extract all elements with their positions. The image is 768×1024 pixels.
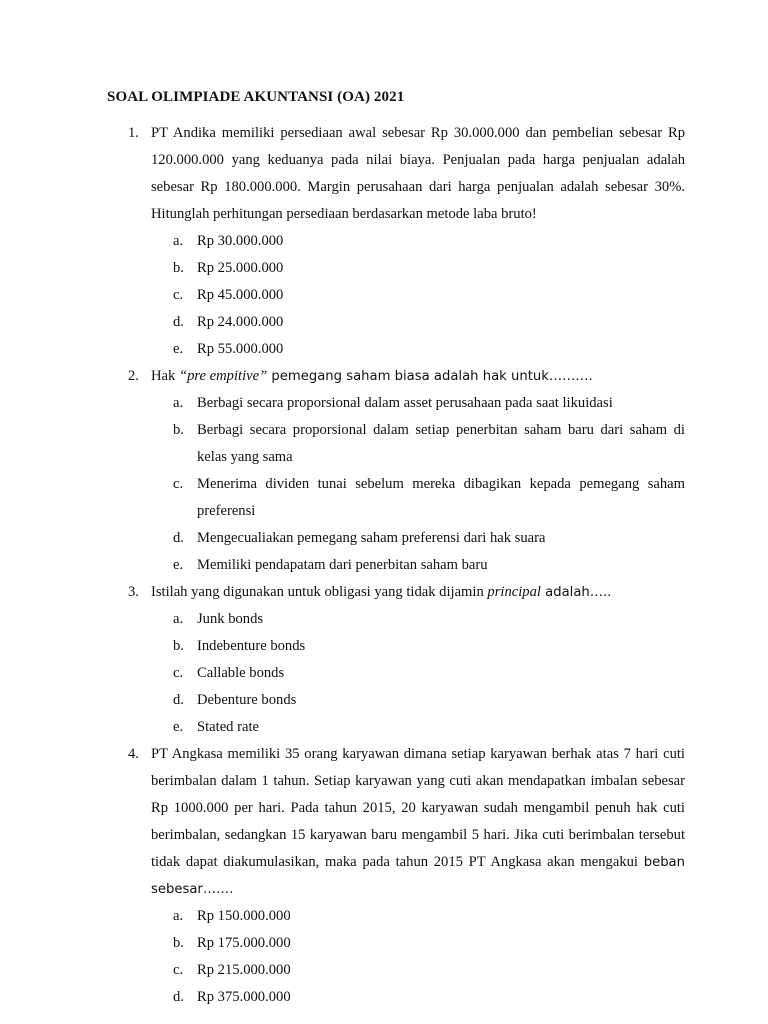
option-letter: b.: [173, 638, 184, 654]
question-term-italic: “pre empitive”: [178, 368, 268, 384]
question-number: 4.: [128, 746, 139, 762]
option-item: [151, 228, 685, 255]
question-3: [0, 579, 685, 741]
question-text-start: Istilah yang digunakan untuk obligasi yang tidak dijamin: [151, 584, 488, 600]
option-text: Memiliki pendapatam dari penerbitan saham baru: [197, 557, 488, 573]
option-text: Rp 215.000.000: [197, 962, 291, 978]
option-text: Menerima dividen tunai sebelum mereka dibagikan kepada pemegang saham preferensi: [197, 476, 685, 519]
option-item: [151, 282, 685, 309]
question-4: [0, 741, 685, 1011]
option-text: Stated rate: [197, 719, 259, 735]
option-text: Debenture bonds: [197, 692, 297, 708]
question-text-end: pemegang saham biasa adalah hak untuk……….: [267, 369, 593, 384]
option-letter: d.: [173, 314, 184, 330]
question-list: [0, 120, 768, 1011]
question-number: 2.: [128, 368, 139, 384]
option-letter: a.: [173, 233, 184, 249]
option-text: Indebenture bonds: [197, 638, 306, 654]
question-text-start: PT Angkasa memiliki 35 orang karyawan dimana setiap karyawan berhak atas 7 hari cuti berimbalan dalam 1 tahun. Setiap karyawan yang cuti akan mendapatkan imbalan sebesar Rp 1000.000 per hari. Pada tahun 2015, 20 karyawan sudah mengambil penuh hak cuti berimbalan, sedangkan 15 karyawan baru mengambil 5 hari. Jika cuti berimbalan tersebut tidak dapat diakumulasikan, maka pada tahun 2015 PT Angkasa akan mengakui: [151, 746, 685, 870]
option-list: [151, 390, 685, 579]
option-letter: e.: [173, 341, 184, 357]
option-letter: c.: [173, 665, 184, 681]
option-letter: d.: [173, 989, 184, 1005]
question-number: 1.: [128, 125, 139, 141]
question-text-end: adalah…..: [540, 585, 612, 600]
option-text: Rp 175.000.000: [197, 935, 291, 951]
option-item: [151, 471, 685, 525]
option-letter: c.: [173, 287, 184, 303]
option-text: Berbagi secara proporsional dalam setiap penerbitan saham baru dari saham di kelas yang sama: [197, 422, 685, 465]
option-text: Rp 45.000.000: [197, 287, 284, 303]
option-letter: c.: [173, 962, 184, 978]
option-list: [151, 903, 685, 1011]
question-term-italic: principal: [487, 584, 541, 600]
option-letter: a.: [173, 395, 184, 411]
option-item: [151, 309, 685, 336]
document-title: SOAL OLIMPIADE AKUNTANSI (OA) 2021: [107, 89, 405, 105]
option-letter: a.: [173, 611, 184, 627]
question-text: [151, 579, 685, 606]
option-list: [151, 228, 685, 363]
option-item: [151, 633, 685, 660]
option-item: [151, 552, 685, 579]
option-text: Callable bonds: [197, 665, 285, 681]
option-text: Rp 375.000.000: [197, 989, 291, 1005]
question-text-end: beban sebesar…….: [151, 855, 685, 897]
option-item: [151, 606, 685, 633]
option-letter: b.: [173, 260, 184, 276]
option-item: [151, 984, 685, 1011]
option-letter: d.: [173, 692, 184, 708]
option-text: Junk bonds: [197, 611, 264, 627]
option-item: [151, 525, 685, 552]
option-letter: e.: [173, 719, 184, 735]
option-letter: d.: [173, 530, 184, 546]
option-text: Rp 55.000.000: [197, 341, 284, 357]
option-item: [151, 417, 685, 471]
option-text: Mengecualiakan pemegang saham preferensi dari hak suara: [197, 530, 546, 546]
option-text: Berbagi secara proporsional dalam asset perusahaan pada saat likuidasi: [197, 395, 613, 411]
option-letter: a.: [173, 908, 184, 924]
option-list: [151, 606, 685, 741]
option-letter: c.: [173, 476, 184, 492]
question-1: [0, 120, 685, 363]
question-text: [151, 363, 685, 390]
option-item: [151, 714, 685, 741]
question-text: PT Andika memiliki persediaan awal sebesar Rp 30.000.000 dan pembelian sebesar Rp 120.000.000 yang keduanya pada nilai biaya. Penjualan pada harga penjualan adalah sebesar Rp 180.000.000. Margin perusahaan dari harga penjualan adalah sebesar 30%. Hitunglah perhitungan persediaan berdasarkan metode laba bruto!: [151, 125, 685, 222]
option-text: Rp 25.000.000: [197, 260, 284, 276]
option-item: [151, 390, 685, 417]
option-text: Rp 24.000.000: [197, 314, 284, 330]
option-item: [151, 336, 685, 363]
option-text: Rp 150.000.000: [197, 908, 291, 924]
option-item: [151, 660, 685, 687]
question-text-start: Hak: [151, 368, 179, 384]
question-text: [151, 741, 685, 903]
option-item: [151, 957, 685, 984]
option-item: [151, 687, 685, 714]
option-item: [151, 903, 685, 930]
option-letter: b.: [173, 935, 184, 951]
option-letter: e.: [173, 557, 184, 573]
option-letter: b.: [173, 422, 184, 438]
option-text: Rp 30.000.000: [197, 233, 284, 249]
question-number: 3.: [128, 584, 139, 600]
option-item: [151, 255, 685, 282]
option-item: [151, 930, 685, 957]
question-2: [0, 363, 685, 579]
